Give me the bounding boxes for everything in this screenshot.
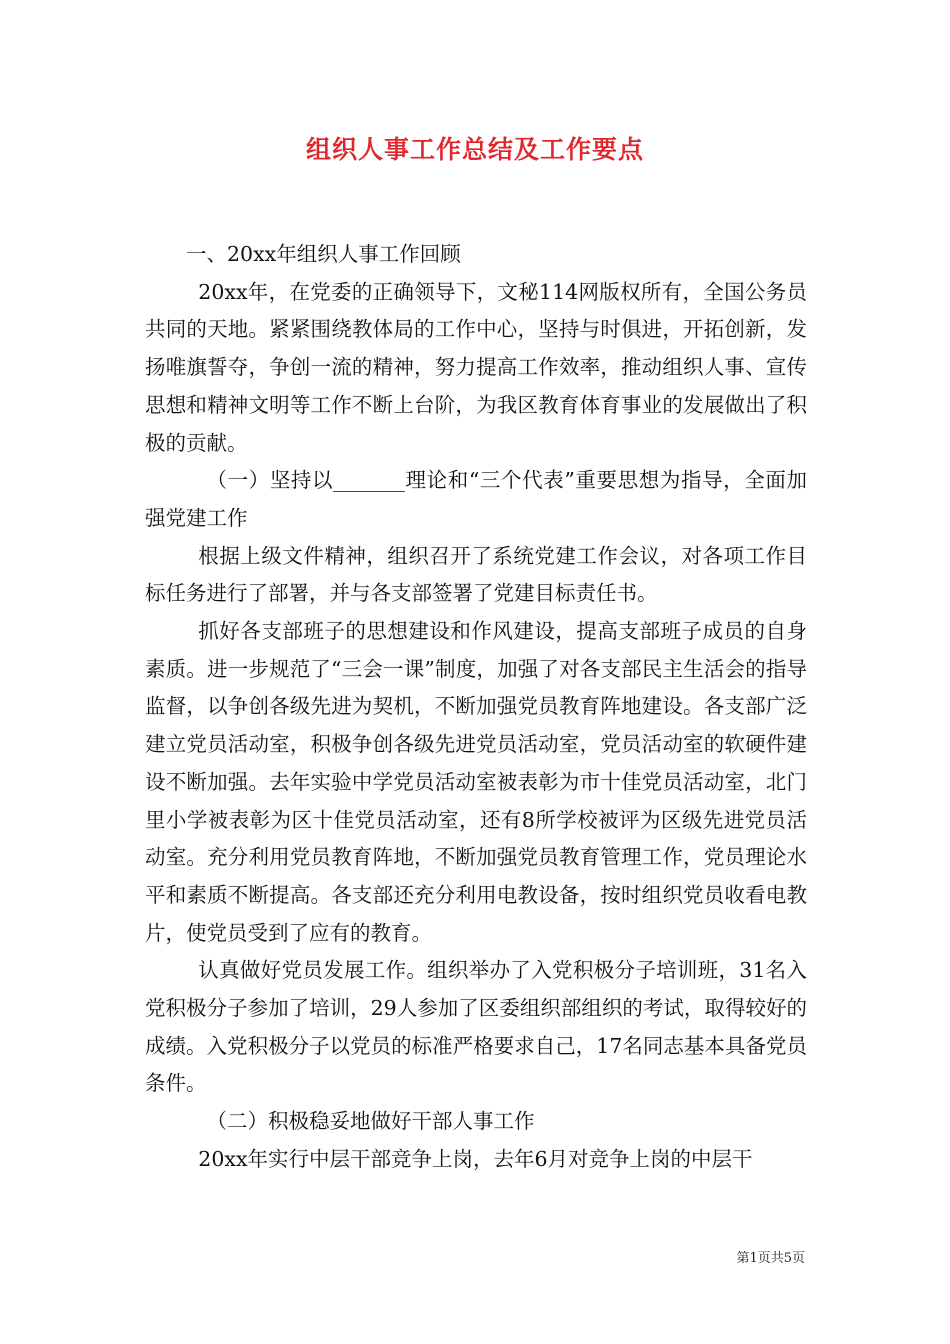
paragraph: 认真做好党员发展工作。组织举办了入党积极分子培训班，31名入党积极分子参加了培训，29人参加了区委组织部组织的考试，取得较好的成绩。入党积极分子以党员的标准严格要求自己，17名同志基本具备党员条件。 — [145, 958, 807, 1096]
document-title: 组织人事工作总结及工作要点 — [305, 135, 644, 164]
page-number: 第1页共5页 — [736, 1251, 805, 1266]
subsection-heading-party-building: （一）坚持以_______理论和“三个代表”重要思想为指导，全面加强党建工作 — [145, 468, 807, 530]
paragraph: 20xx年实行中层干部竞争上岗，去年6月对竞争上岗的中层干 — [198, 1146, 753, 1171]
paragraph: 抓好各支部班子的思想建设和作风建设，提高支部班子成员的自身素质。进一步规范了“三会一课”制度，加强了对各支部民主生活会的指导监督，以争创各级先进为契机，不断加强党员教育阵地建设。各支部广泛建立党员活动室，积极争创各级先进党员活动室，党员活动室的软硬件建设不断加强。去年实验中学党员活动室被表彰为市十佳党员活动室，北门里小学被表彰为区十佳党员活动室，还有8所学校被评为区级先进党员活动室。充分利用党员教育阵地，不断加强党员教育管理工作，党员理论水平和素质不断提高。各支部还充分利用电教设备，按时组织党员收看电教片，使党员受到了应有的教育。 — [145, 619, 807, 945]
subsection-heading-personnel: （二）积极稳妥地做好干部人事工作 — [206, 1109, 535, 1134]
paragraph: 20xx年，在党委的正确领导下，文秘114网版权所有，全国公务员共同的天地。紧紧围绕教体局的工作中心，坚持与时俱进，开拓创新，发扬唯旗誓夺，争创一流的精神，努力提高工作效率，推动组织人事、宣传思想和精神文明等工作不断上台阶，为我区教育体育事业的发展做出了积极的贡献。 — [145, 279, 807, 455]
document-body — [145, 236, 807, 1179]
section-heading-review: 一、20xx年组织人事工作回顾 — [186, 242, 461, 266]
paragraph: 根据上级文件精神，组织召开了系统党建工作会议，对各项工作目标任务进行了部署，并与各支部签署了党建目标责任书。 — [145, 543, 807, 606]
